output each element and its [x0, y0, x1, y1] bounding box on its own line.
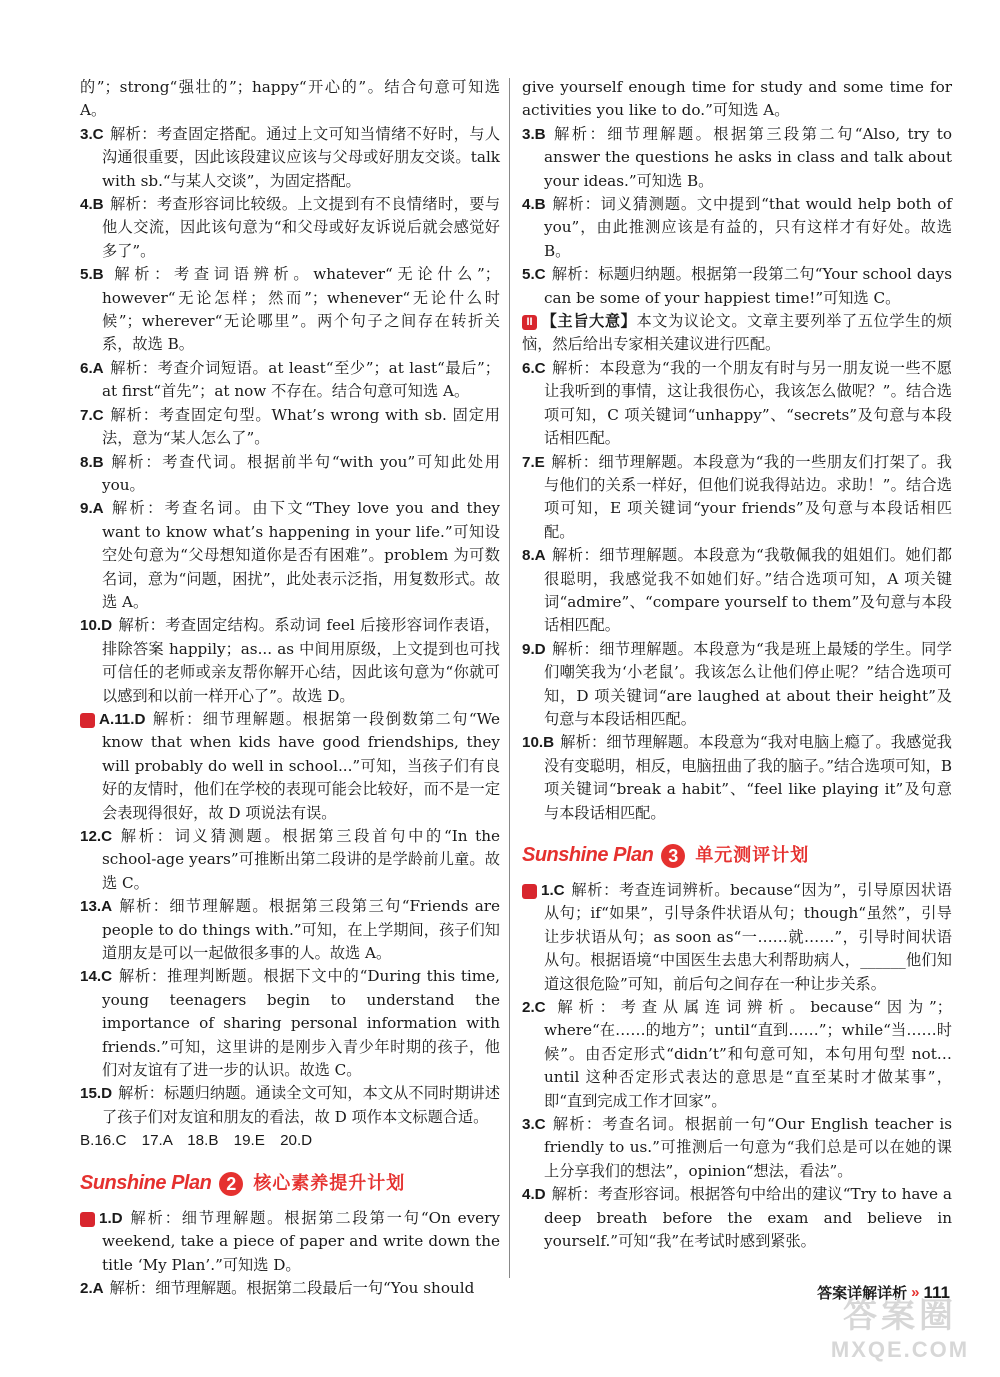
- watermark-line1: 答案圈: [843, 1297, 957, 1335]
- answer-item: [80, 895, 500, 965]
- answer-item: [80, 614, 500, 708]
- explanation-text: 解析：标题归纳题。根据第一段第二句“Your school days can be some of your happiest time!”可知选 C。: [544, 265, 952, 307]
- explanation-text: 解析：细节理解题。根据第二段第一句“On every weekend, take a piece of paper and write down the title ‘My Plan’.”可知选 D。: [102, 1208, 500, 1274]
- section-number-badge: 3: [661, 844, 685, 868]
- continued-text: 的”；strong“强壮的”；happy“开心的”。结合句意可知选 A。: [80, 78, 500, 120]
- explanation-text: 解析：细节理解题。根据第一段倒数第二句“We know that when kids have good friendships, they will probably do well in school...”可知，当孩子们有良好的友情时，他们在学校的表现可能会比较好，而不是一定会表现得很好，故 D 项说法有误。: [102, 709, 500, 822]
- answer-number: 3.C: [80, 125, 104, 143]
- answer-number: 4.B: [522, 196, 546, 214]
- answer-number: 1.D: [99, 1209, 123, 1227]
- answer-item: [74, 1207, 500, 1277]
- explanation-text: 解析：细节理解题。本段意为“我的一些朋友们打架了。我与他们的关系一样好，但他们说我得站边。求助！”。结合选项可知，E 项关键词“your friends”及句意与本段话相匹配。: [544, 452, 952, 541]
- answer-number: 15.D: [80, 1085, 113, 1103]
- section-marker-icon: II: [522, 315, 537, 330]
- continued-text: give yourself enough time for study and some time for activities you like to do.”可知选 A。: [522, 78, 952, 120]
- answer-item: [522, 544, 952, 638]
- answer-number: 10.D: [80, 617, 113, 635]
- section-marker-icon: I: [522, 884, 537, 899]
- explanation-text: 解析：考查固定结构。系动词 feel 后接形容词作表语，排除答案 happily；as... as 中间用原级，上文提到也可找可信任的老师或亲友帮你解开心结，因此该句意为“你就可以感到和以前一样开心了”。故选 D。: [102, 616, 500, 705]
- answer-number: A.11.D: [99, 710, 146, 728]
- section-marker-icon: II: [80, 713, 95, 728]
- answer-item: [522, 357, 952, 451]
- chevron-icon: »: [911, 1284, 920, 1301]
- answer-number: 12.C: [80, 828, 113, 845]
- answer-list: B.16.C 17.A 18.B 19.E 20.D: [80, 1132, 313, 1150]
- answer-number: 6.A: [80, 359, 104, 377]
- answer-item: [80, 1082, 500, 1129]
- section-header: [522, 839, 952, 873]
- watermark-logo: [820, 1296, 980, 1371]
- answer-number: 5.C: [522, 266, 546, 284]
- answer-item: [522, 996, 952, 1113]
- explanation-text: 解析：考查从属连词辨析。because“因为”；where“在……的地方”；until“直到……”；while“当……时候”。由否定形式“didn’t”和句意可知，本句用句型 not…until 这种否定形式表达的意思是“直至某时才做某事”，即“直到完成工作才回家”。: [544, 998, 952, 1110]
- section-header: [80, 1167, 500, 1201]
- answer-number: 9.A: [80, 500, 104, 518]
- page-number: 111: [923, 1282, 950, 1302]
- section-number-badge: 2: [219, 1172, 243, 1196]
- sunshine-plan-brand: Sunshine Plan: [80, 1171, 212, 1194]
- answer-item: [73, 708, 500, 825]
- answer-item: [522, 263, 952, 310]
- explanation-text: 解析：考查词语辨析。whatever“无论什么”；however“无论怎样；然而”；whenever“无论什么时候”；wherever“无论哪里”。两个句子之间存在转折关系，故选 B。: [102, 265, 500, 354]
- explanation-text: 解析：词义猜测题。文中提到“that would help both of you”，由此推测应该是有益的，只有这样才有好处。故选 B。: [544, 195, 952, 260]
- watermark-line2: MXQE.COM: [830, 1337, 970, 1362]
- answer-item: [80, 825, 500, 895]
- answer-number: 1.C: [541, 882, 565, 899]
- column-divider: [509, 78, 510, 1278]
- answer-item: [522, 638, 952, 732]
- answer-number: 7.C: [80, 406, 104, 424]
- main-idea: [522, 310, 952, 357]
- answer-item: [522, 123, 952, 193]
- answer-number: 2.C: [522, 999, 546, 1017]
- answer-item: [80, 263, 500, 357]
- explanation-text: 解析：细节理解题。本段意为“我对电脑上瘾了。我感觉我没有变聪明，相反，电脑扭曲了我的脑子。”结合选项可知，B 项关键词“break a habit”、“feel like playing it”及句意与本段话相匹配。: [544, 733, 952, 822]
- answer-number: 4.D: [522, 1186, 546, 1204]
- answer-item: [80, 965, 500, 1082]
- answer-item: [80, 404, 500, 451]
- answer-item: [522, 731, 952, 825]
- answer-number: 9.D: [522, 640, 546, 658]
- answer-item: [80, 497, 500, 614]
- main-idea-label: 【主旨大意】: [541, 312, 637, 331]
- answer-item: [80, 357, 500, 404]
- right-column: [516, 76, 953, 1254]
- answer-item: [522, 1113, 952, 1183]
- answer-number: 4.B: [80, 196, 104, 214]
- answer-number: 14.C: [80, 968, 113, 986]
- explanation-text: 解析：考查介词短语。at least“至少”；at last“最后”；at first“首先”；at now 不存在。结合句意可知选 A。: [102, 358, 500, 401]
- section-title: 核心素养提升计划: [253, 1172, 406, 1193]
- answer-number: 3.B: [522, 125, 546, 143]
- explanation-text: 解析：考查名词。根据前一句“Our English teacher is friendly to us.”可推测后一句意为“我们总是可以在她的课上分享我们的想法”，opinion“想法，看法”。: [544, 1115, 952, 1180]
- explanation-text: 解析：考查连词辨析。because“因为”，引导原因状语从句；if“如果”，引导条件状语从句；though“虽然”，引导让步状语从句；as soon as“一……就……”，引导时间状语从句。根据语境“中国医生去患大利帮助病人，______他们知道这很危险”可知，前后句之间存在一种让步关系。: [544, 881, 952, 993]
- left-column: [73, 76, 500, 1300]
- answer-number: 8.B: [80, 453, 104, 471]
- explanation-text: 解析：考查固定搭配。通过上文可知当情绪不好时，与人沟通很重要，因此该段建议应该与父母或好朋友交谈。talk with sb.“与某人交谈”，为固定搭配。: [102, 124, 500, 190]
- answer-item: [522, 1183, 952, 1253]
- answer-item: [80, 193, 500, 263]
- answer-number: 6.C: [522, 359, 546, 377]
- explanation-text: 解析：细节理解题。本段意为“我敬佩我的姐姐们。她们都很聪明，我感觉我不如她们好。”结合选项可知，A 项关键词“admire”、“compare yourself to them”及句意与本段话相匹配。: [544, 546, 952, 635]
- answer-number: 5.B: [80, 266, 104, 284]
- explanation-text: 解析：本段意为“我的一个朋友有时与另一朋友说一些不愿让我听到的事情，这让我很伤心，我该怎么做呢？”。结合选项可知，C 项关键词“unhappy”、“secrets”及句意与本段话相匹配。: [544, 358, 952, 448]
- explanation-text: 解析：细节理解题。本段意为“我是班上最矮的学生。同学们嘲笑我为‘小老鼠’。我该怎么让他们停止呢？”结合选项可知，D 项关键词“are laughed at about their height”及句意与本段话相匹配。: [544, 639, 952, 728]
- answer-item: [522, 193, 952, 263]
- answer-item: [516, 879, 952, 996]
- explanation-text: 解析：细节理解题。根据第二段最后一句“You should: [109, 1278, 475, 1297]
- explanation-text: 解析：细节理解题。根据第三段第二句“Also, try to answer the questions he asks in class and talk about your ideas.”可知选 B。: [544, 124, 952, 190]
- footer-label: 答案详解详析: [817, 1285, 908, 1302]
- explanation-text: 解析：考查代词。根据前半句“with you”可知此处用 you。: [102, 452, 500, 494]
- explanation-text: 解析：考查固定句型。What’s wrong with sb. 固定用法，意为“某人怎么了”。: [102, 405, 500, 448]
- answer-number: 8.A: [522, 547, 546, 565]
- answer-item: [80, 451, 500, 498]
- explanation-text: 解析：推理判断题。根据下文中的“During this time, young teenagers begin to understand the importance of sharing personal information with friends.”可知，这里讲的是刚步入青少年时期的孩子，他们对友谊有了进一步的认识。故选 C。: [102, 967, 500, 1080]
- section-title: 单元测评计划: [695, 845, 810, 866]
- explanation-text: 解析：标题归纳题。通读全文可知，本文从不同时期讲述了孩子们对友谊和朋友的看法，故 D 项作本文标题合适。: [102, 1084, 500, 1126]
- answer-number: 2.A: [80, 1279, 104, 1297]
- explanation-text: 解析：细节理解题。根据第三段第三句“Friends are people to do things with.”可知，在上学期间，孩子们知道朋友是可以一起做很多事的人。故选 A。: [102, 897, 500, 963]
- explanation-text: 解析：考查形容词比较级。上文提到有不良情绪时，要与他人交流，因此该句意为“和父母或好友诉说后就会感觉好多了”。: [102, 195, 500, 260]
- answer-item: [80, 123, 500, 193]
- sunshine-plan-brand: Sunshine Plan: [522, 844, 654, 867]
- explanation-text: 解析：考查形容词。根据答句中给出的建议“Try to have a deep breath before the exam and believe in yourself.”可知“我”在考试时感到紧张。: [544, 1185, 952, 1251]
- explanation-text: 解析：词义猜测题。根据第三段首句中的“In the school-age years”可推断出第二段讲的是学龄前儿童。故选 C。: [102, 827, 500, 892]
- answer-item: [80, 1277, 500, 1300]
- answer-item: [522, 451, 952, 545]
- answer-number: 7.E: [522, 453, 545, 471]
- answer-number: 3.C: [522, 1116, 546, 1134]
- explanation-text: 解析：考查名词。由下文“They love you and they want to know what’s happening in your life.”可知设空处句意为“父母想知道你是否有困难”。problem 为可数名词，意为“问题，困扰”，此处表示泛指，用复数形式。故选 A。: [102, 499, 500, 611]
- answer-number: 10.B: [522, 734, 555, 752]
- main-idea-text: 本文为议论文。文章主要列举了五位学生的烦恼，然后给出专家相关建议进行匹配。: [522, 312, 953, 354]
- section-marker-icon: I: [80, 1212, 95, 1227]
- answer-number: 13.A: [80, 898, 113, 916]
